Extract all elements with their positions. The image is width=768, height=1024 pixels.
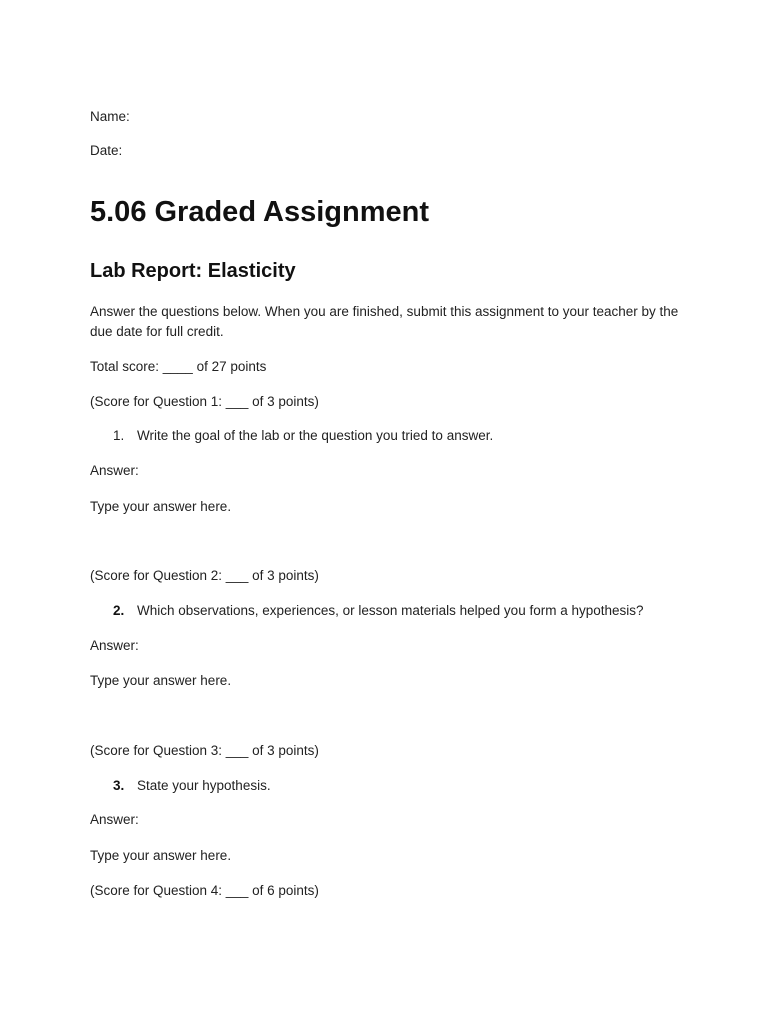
question-3-answer-field[interactable]: Type your answer here. [90, 848, 232, 863]
question-2-number: 2. [113, 603, 125, 618]
question-4-score: (Score for Question 4: ___ of 6 points) [90, 883, 319, 898]
question-1-text: Write the goal of the lab or the question you tried to answer. [137, 428, 494, 443]
question-2-answer-field[interactable]: Type your answer here. [90, 673, 232, 688]
name-label: Name: [90, 109, 130, 124]
question-3-answer-label: Answer: [90, 812, 139, 827]
question-2-score: (Score for Question 2: ___ of 3 points) [90, 568, 319, 583]
total-score: Total score: ____ of 27 points [90, 359, 267, 374]
page-subtitle: Lab Report: Elasticity [90, 260, 296, 282]
question-3-text: State your hypothesis. [137, 778, 271, 793]
question-1-answer-field[interactable]: Type your answer here. [90, 499, 232, 514]
question-3-number: 3. [113, 778, 125, 793]
question-1-score: (Score for Question 1: ___ of 3 points) [90, 394, 319, 409]
date-label: Date: [90, 143, 123, 158]
question-2-text: Which observations, experiences, or lesson materials helped you form a hypothesis? [137, 603, 644, 618]
question-2-answer-label: Answer: [90, 638, 139, 653]
question-3-score: (Score for Question 3: ___ of 3 points) [90, 743, 319, 758]
instructions-text: Answer the questions below. When you are finished, submit this assignment to your teacher by the due date for full credit. [90, 304, 679, 339]
page-title: 5.06 Graded Assignment [90, 196, 429, 228]
question-1-number: 1. [113, 428, 125, 443]
question-1-answer-label: Answer: [90, 463, 139, 478]
